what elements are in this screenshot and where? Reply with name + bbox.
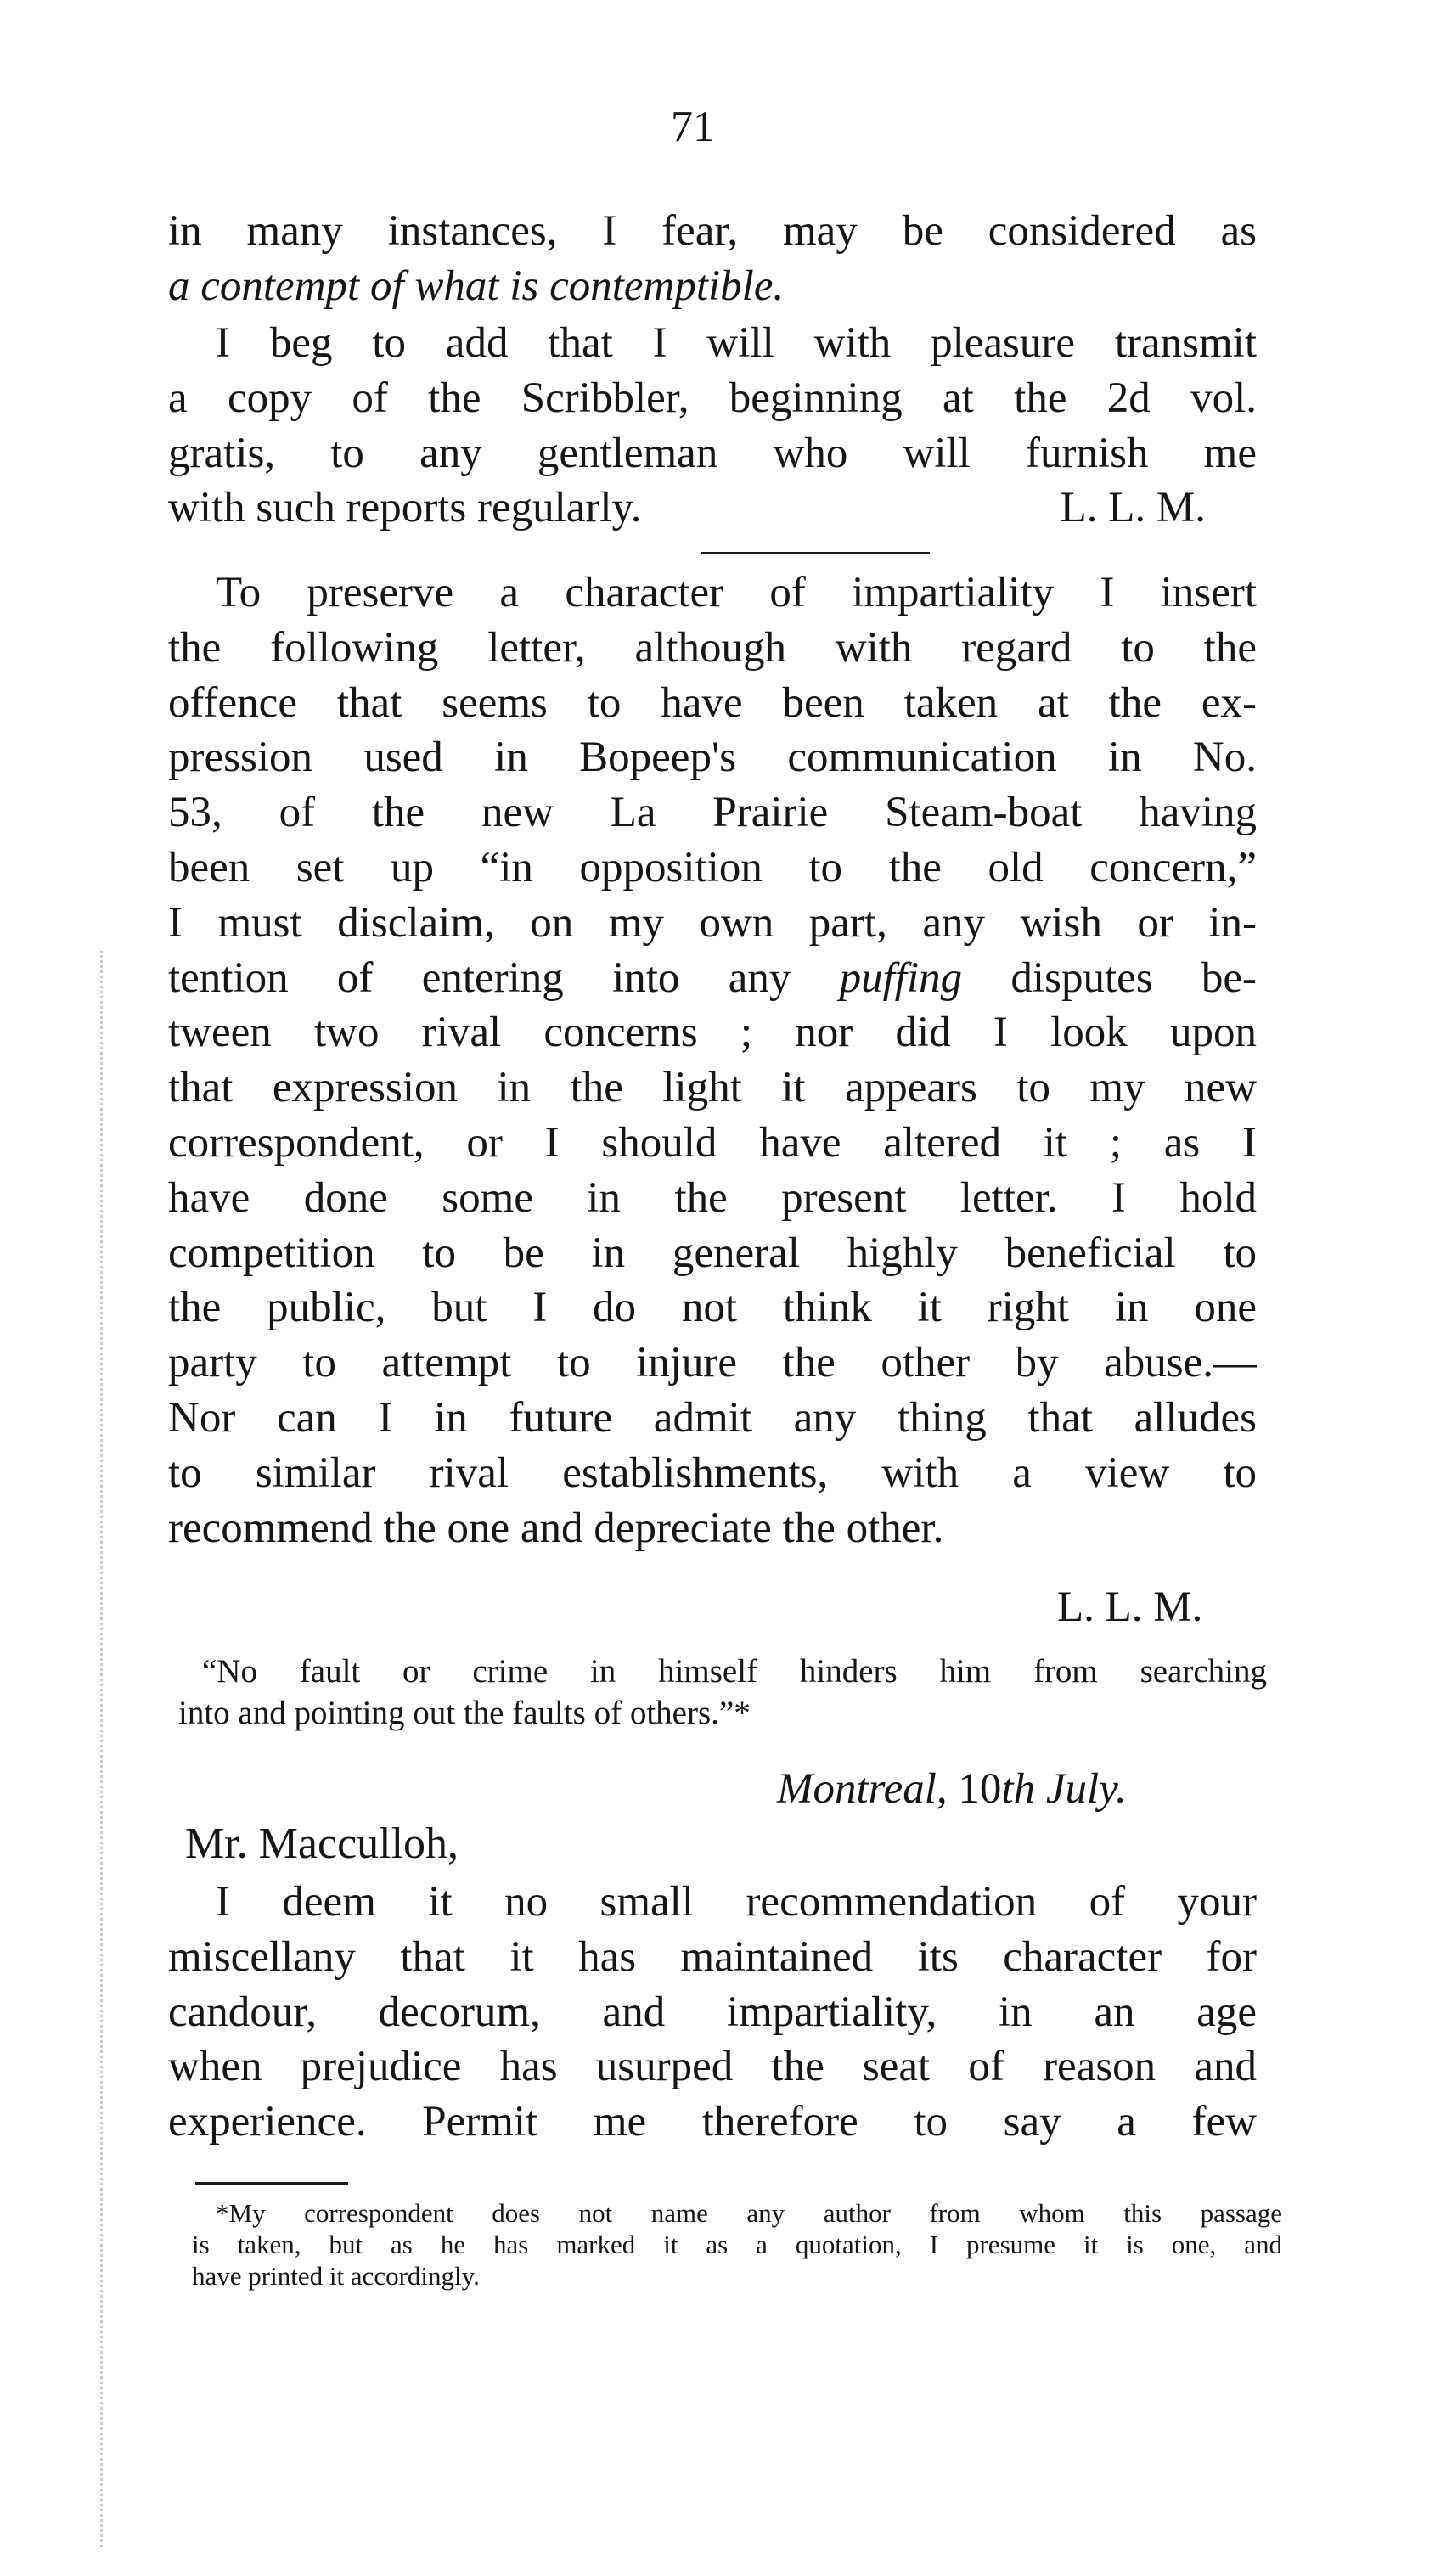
quote-line: into and pointing out the faults of others.”* [178,1695,751,1731]
footnote-line: *My correspondent does not name any author from whom this passage [216,2198,1282,2228]
dateline-day: 10 [958,1765,1002,1813]
text-line: the public, but I do not think it right in one [168,1284,1257,1332]
signature-llm: L. L. M. [1060,484,1206,532]
quote-line: “No fault or crime in himself hinders him from searching [202,1653,1267,1690]
text-line: experience. Permit me therefore to say a few [168,2098,1257,2146]
text-line: to similar rival establishments, with a view to [168,1448,1257,1497]
text-line: pression used in Bopeep's communication in No. [168,734,1257,782]
text-line: miscellany that it has maintained its character for [168,1932,1257,1981]
dateline-month: th July. [1001,1765,1127,1813]
text-line: I beg to add that I will with pleasure transmit [216,319,1257,367]
page-number: 71 [671,103,715,151]
paragraph-impartiality [168,565,1257,1555]
paragraph-continuation [168,204,1257,314]
letter-body [168,1875,1257,2150]
text-line: I deem it no small recommendation of your [216,1878,1257,1926]
footnote-line: is taken, but as he has marked it as a quotation, I presume it is one, and [192,2230,1282,2259]
text-line: a copy of the Scribbler, beginning at the 2d vol. [168,374,1257,422]
text-line: correspondent, or I should have altered it ; as I [168,1118,1257,1167]
text-line: 53, of the new La Prairie Steam-boat having [168,789,1257,837]
text-line: tween two rival concerns ; nor did I look upon [168,1009,1257,1057]
letter-dateline [777,1764,1127,1814]
footnote [192,2197,1282,2292]
text-line: offence that seems to have been taken at the ex- [168,678,1257,727]
binding-edge-dots [100,951,106,2547]
text-line: when prejudice has usurped the seat of reason and [168,2043,1257,2091]
text-line: party to attempt to injure the other by abuse.— [168,1339,1257,1387]
epigraph-quote [178,1651,1267,1734]
text-line: in many instances, I fear, may be considered as [168,207,1257,255]
text-line: that expression in the light it appears to my new [168,1064,1257,1112]
paragraph-offer [168,316,1257,536]
text-fragment: with such reports regularly. [168,484,642,532]
letter-salutation: Mr. Macculloh, [185,1820,459,1868]
text-line: been set up “in opposition to the old concern,” [168,843,1257,891]
text-line: competition to be in general highly beneficial to [168,1229,1257,1277]
dateline-place: Montreal, [777,1765,948,1813]
text-line: gratis, to any gentleman who will furnish me [168,429,1257,477]
footnote-divider [195,2182,348,2185]
text-line: candour, decorum, and impartiality, in an age [168,1988,1257,2036]
section-divider [701,552,930,554]
text-line: tention of entering into any puffing disputes be- [168,953,1257,1002]
text-line [168,481,1257,536]
text-line: the following letter, although with regard to the [168,623,1257,672]
italic-word: puffing [839,953,963,1002]
text-line: To preserve a character of impartiality I insert [216,569,1257,616]
text-line: recommend the one and depreciate the other. [168,1504,944,1552]
text-line [168,259,1257,314]
signature-llm: L. L. M. [1057,1583,1203,1631]
text-line: I must disclaim, on my own part, any wish or in- [168,898,1257,947]
text-line: Nor can I in future admit any thing that alludes [168,1393,1257,1442]
italic-phrase: a contempt of what is contemptible. [168,262,785,310]
footnote-line: have printed it accordingly. [192,2261,480,2291]
text-line: have done some in the present letter. I hold [168,1173,1257,1222]
